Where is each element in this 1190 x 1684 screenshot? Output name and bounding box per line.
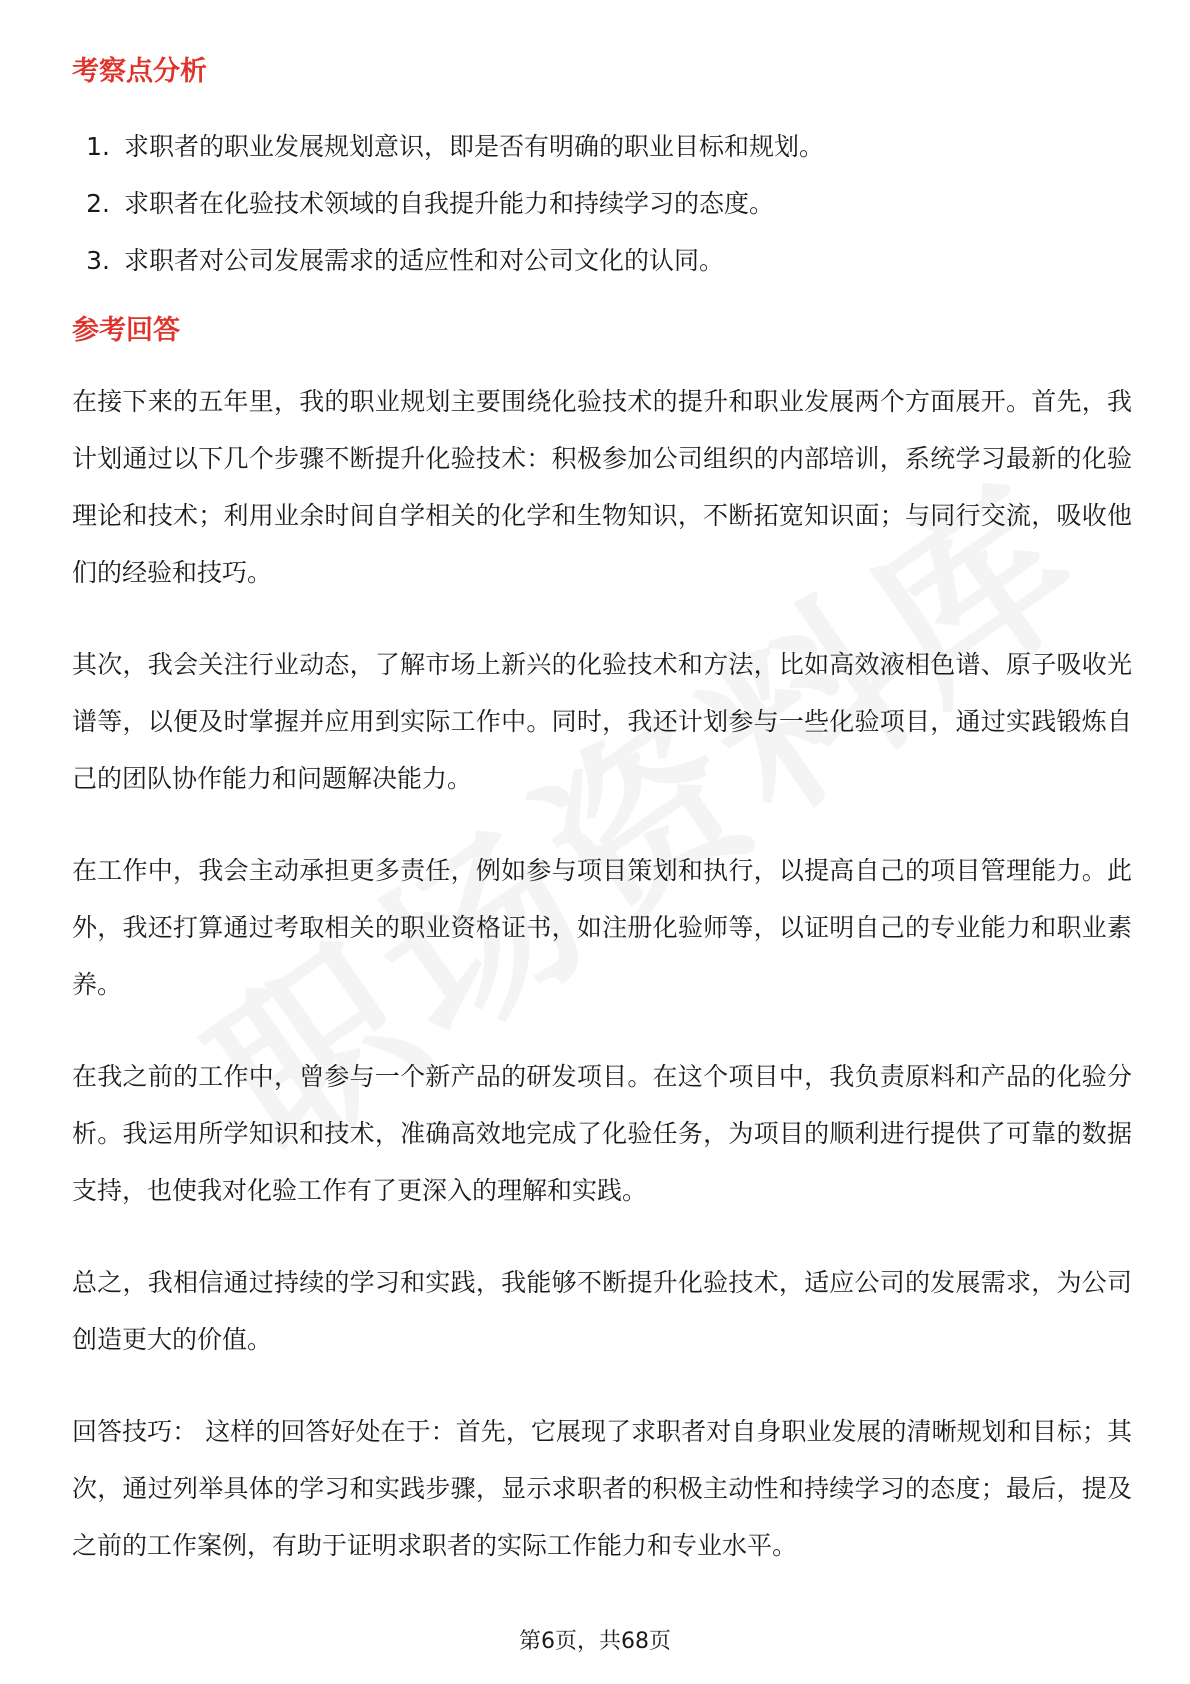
document-page — [72, 44, 1132, 1574]
analysis-list — [72, 118, 1132, 289]
answer-paragraph: 总之，我相信通过持续的学习和实践，我能够不断提升化验技术，适应公司的发展需求，为公司创造更大的价值。 — [72, 1268, 1132, 1354]
list-number: 3. — [86, 246, 110, 275]
answer-paragraph: 在我之前的工作中，曾参与一个新产品的研发项目。在这个项目中，我负责原料和产品的化验分析。我运用所学知识和技术，准确高效地完成了化验任务，为项目的顺利进行提供了可靠的数据支持，也使我对化验工作有了更深入的理解和实践。 — [72, 1062, 1132, 1205]
answer-paragraph: 在工作中，我会主动承担更多责任，例如参与项目策划和执行，以提高自己的项目管理能力。此外，我还打算通过考取相关的职业资格证书，如注册化验师等，以证明自己的专业能力和职业素养。 — [72, 856, 1132, 999]
list-text: 求职者对公司发展需求的适应性和对公司文化的认同。 — [124, 246, 725, 275]
answer-body — [72, 373, 1132, 1574]
list-item — [72, 175, 1132, 232]
list-text: 求职者在化验技术领域的自我提升能力和持续学习的态度。 — [124, 189, 775, 218]
answer-tips-paragraph: 回答技巧： 这样的回答好处在于：首先，它展现了求职者对自身职业发展的清晰规划和目标；其次，通过列举具体的学习和实践步骤，显示求职者的积极主动性和持续学习的态度；最后，提及之前的工作案例，有助于证明求职者的实际工作能力和专业水平。 — [72, 1417, 1132, 1560]
list-text: 求职者的职业发展规划意识，即是否有明确的职业目标和规划。 — [124, 132, 825, 161]
page-number: 第6页，共68页 — [519, 1629, 671, 1654]
list-number: 2. — [86, 189, 110, 218]
analysis-heading: 考察点分析 — [72, 56, 207, 87]
list-item — [72, 232, 1132, 289]
list-number: 1. — [86, 132, 110, 161]
answer-heading: 参考回答 — [72, 315, 180, 346]
answer-paragraph: 其次，我会关注行业动态，了解市场上新兴的化验技术和方法，比如高效液相色谱、原子吸收光谱等，以便及时掌握并应用到实际工作中。同时，我还计划参与一些化验项目，通过实践锻炼自己的团队协作能力和问题解决能力。 — [72, 650, 1132, 793]
answer-paragraph: 在接下来的五年里，我的职业规划主要围绕化验技术的提升和职业发展两个方面展开。首先，我计划通过以下几个步骤不断提升化验技术：积极参加公司组织的内部培训，系统学习最新的化验理论和技术；利用业余时间自学相关的化学和生物知识，不断拓宽知识面；与同行交流，吸收他们的经验和技巧。 — [72, 387, 1132, 587]
list-item — [72, 118, 1132, 175]
